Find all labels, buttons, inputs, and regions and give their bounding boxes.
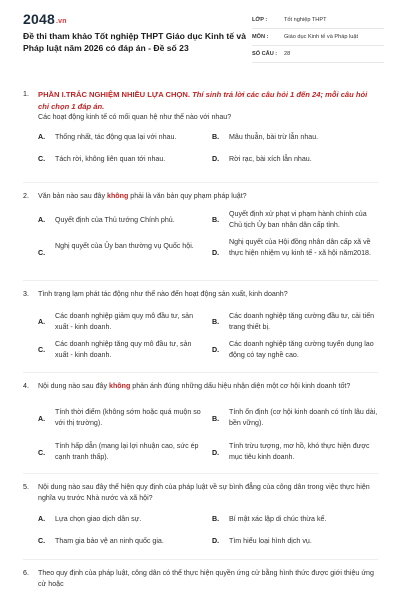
question-number: 2.	[23, 192, 29, 200]
question-number: 3.	[23, 290, 29, 298]
question-number: 6.	[23, 569, 29, 577]
info-value: Giáo dục Kinh tế và Pháp luật	[284, 34, 359, 40]
site-logo[interactable]: 2048.vn	[23, 11, 67, 27]
divider	[23, 473, 378, 474]
section-heading: PHẦN I.TRẮC NGHIỆM NHIỀU LỰA CHỌN. Thí sinh trả lời các câu hỏi 1 đến 24; mỗi câu hỏi chỉ chọn 1 đáp án.	[38, 90, 368, 111]
options: A. Các doanh nghiệp giảm quy mô đầu tư, sản xuất - kinh doanh. B. Các doanh nghiệp tăng cường đầu tư, cải tiến trang thiết bị. C. Các doanh nghiệp tăng quy mô đầu tư, sản xuất - kinh doanh. D. Các doanh nghiệp tăng cường tuyển dụng lao động có tay nghề cao.	[38, 312, 375, 359]
info-label: SỐ CÂU :	[252, 51, 278, 57]
info-label: LỚP :	[252, 17, 268, 23]
question-3	[0, 289, 400, 367]
question-stem: Văn bản nào sau đây không phải là văn bản quy phạm pháp luật?	[38, 192, 247, 200]
options: A. Thống nhất, tác động qua lại với nhau. B. Mâu thuẫn, bài trừ lẫn nhau. C. Tách rời, không liên quan tới nhau. D. Rời rạc, bài xích lẫn nhau.	[38, 133, 319, 163]
question-number: 5.	[23, 483, 29, 491]
info-row-count	[252, 46, 384, 63]
options: A. Lựa chọn giao dịch dân sự. B. Bí mật xác lập di chúc thừa kế. C. Tham gia bảo vệ an ninh quốc gia. D. Tìm hiểu loại hình dịch vụ.	[38, 515, 327, 545]
info-label: MÔN :	[252, 34, 269, 40]
options: A. Quyết định của Thủ tướng Chính phủ. B. Quyết định xử phạt vi phạm hành chính của Chủ tịch Ủy ban nhân dân cấp tỉnh. C. Nghị quyết của Ủy ban thường vụ Quốc hội. D. Nghị quyết của Hội đồng nhân dân cấp xã về thực hiện nhiệm vụ kinh tế - xã hội năm2018.	[38, 210, 371, 257]
divider	[23, 182, 378, 183]
page-header	[0, 0, 400, 70]
options: A. Tính thời điểm (không sớm hoặc quá muộn so với thị trường). B. Tính ổn định (cơ hội kinh doanh có tính lâu dài, bền vững). C. Tính hấp dẫn (mang lại lợi nhuận cao, sức ép cạnh tranh thấp). D. Tính trừu tượng, mơ hồ, khó thực hiện được mục tiêu kinh doanh.	[38, 408, 378, 461]
questions-list	[0, 89, 400, 590]
question-number: 1.	[23, 90, 29, 98]
divider	[23, 559, 378, 560]
info-row-class	[252, 12, 384, 29]
question-6	[0, 568, 400, 590]
info-value: Tốt nghiệp THPT	[284, 17, 327, 23]
divider	[23, 280, 378, 281]
question-stem: Nội dung nào sau đây không phản ánh đúng những dấu hiệu nhận diện một cơ hội kinh doanh tốt?	[38, 382, 351, 390]
question-5	[0, 482, 400, 555]
exam-info-box	[252, 12, 384, 63]
question-stem: Các hoạt động kinh tế có mối quan hệ như thế nào với nhau?	[38, 113, 232, 121]
question-number: 4.	[23, 382, 29, 390]
question-stem: Nội dung nào sau đây thể hiện quy định của pháp luật về sự bình đẳng của công dân trong việc thực hiện nghĩa vụ trước Nhà nước và xã hội?	[38, 483, 370, 502]
divider	[23, 372, 378, 373]
info-value: 28	[284, 51, 291, 57]
question-stem: Theo quy định của pháp luật, công dân có thể thực hiện quyền ứng cử bằng hình thức được giới thiệu ứng cử hoặc	[38, 569, 374, 588]
question-2	[0, 191, 400, 273]
question-stem: Tình trạng lạm phát tác động như thế nào đến hoạt động sản xuất, kinh doanh?	[38, 290, 288, 298]
question-4	[0, 381, 400, 467]
info-row-subject	[252, 29, 384, 46]
question-1	[0, 89, 400, 178]
exam-title: Đề thi tham khảo Tốt nghiệp THPT Giáo dục Kinh tế và Pháp luật năm 2026 có đáp án - Đề số 23	[23, 31, 246, 53]
